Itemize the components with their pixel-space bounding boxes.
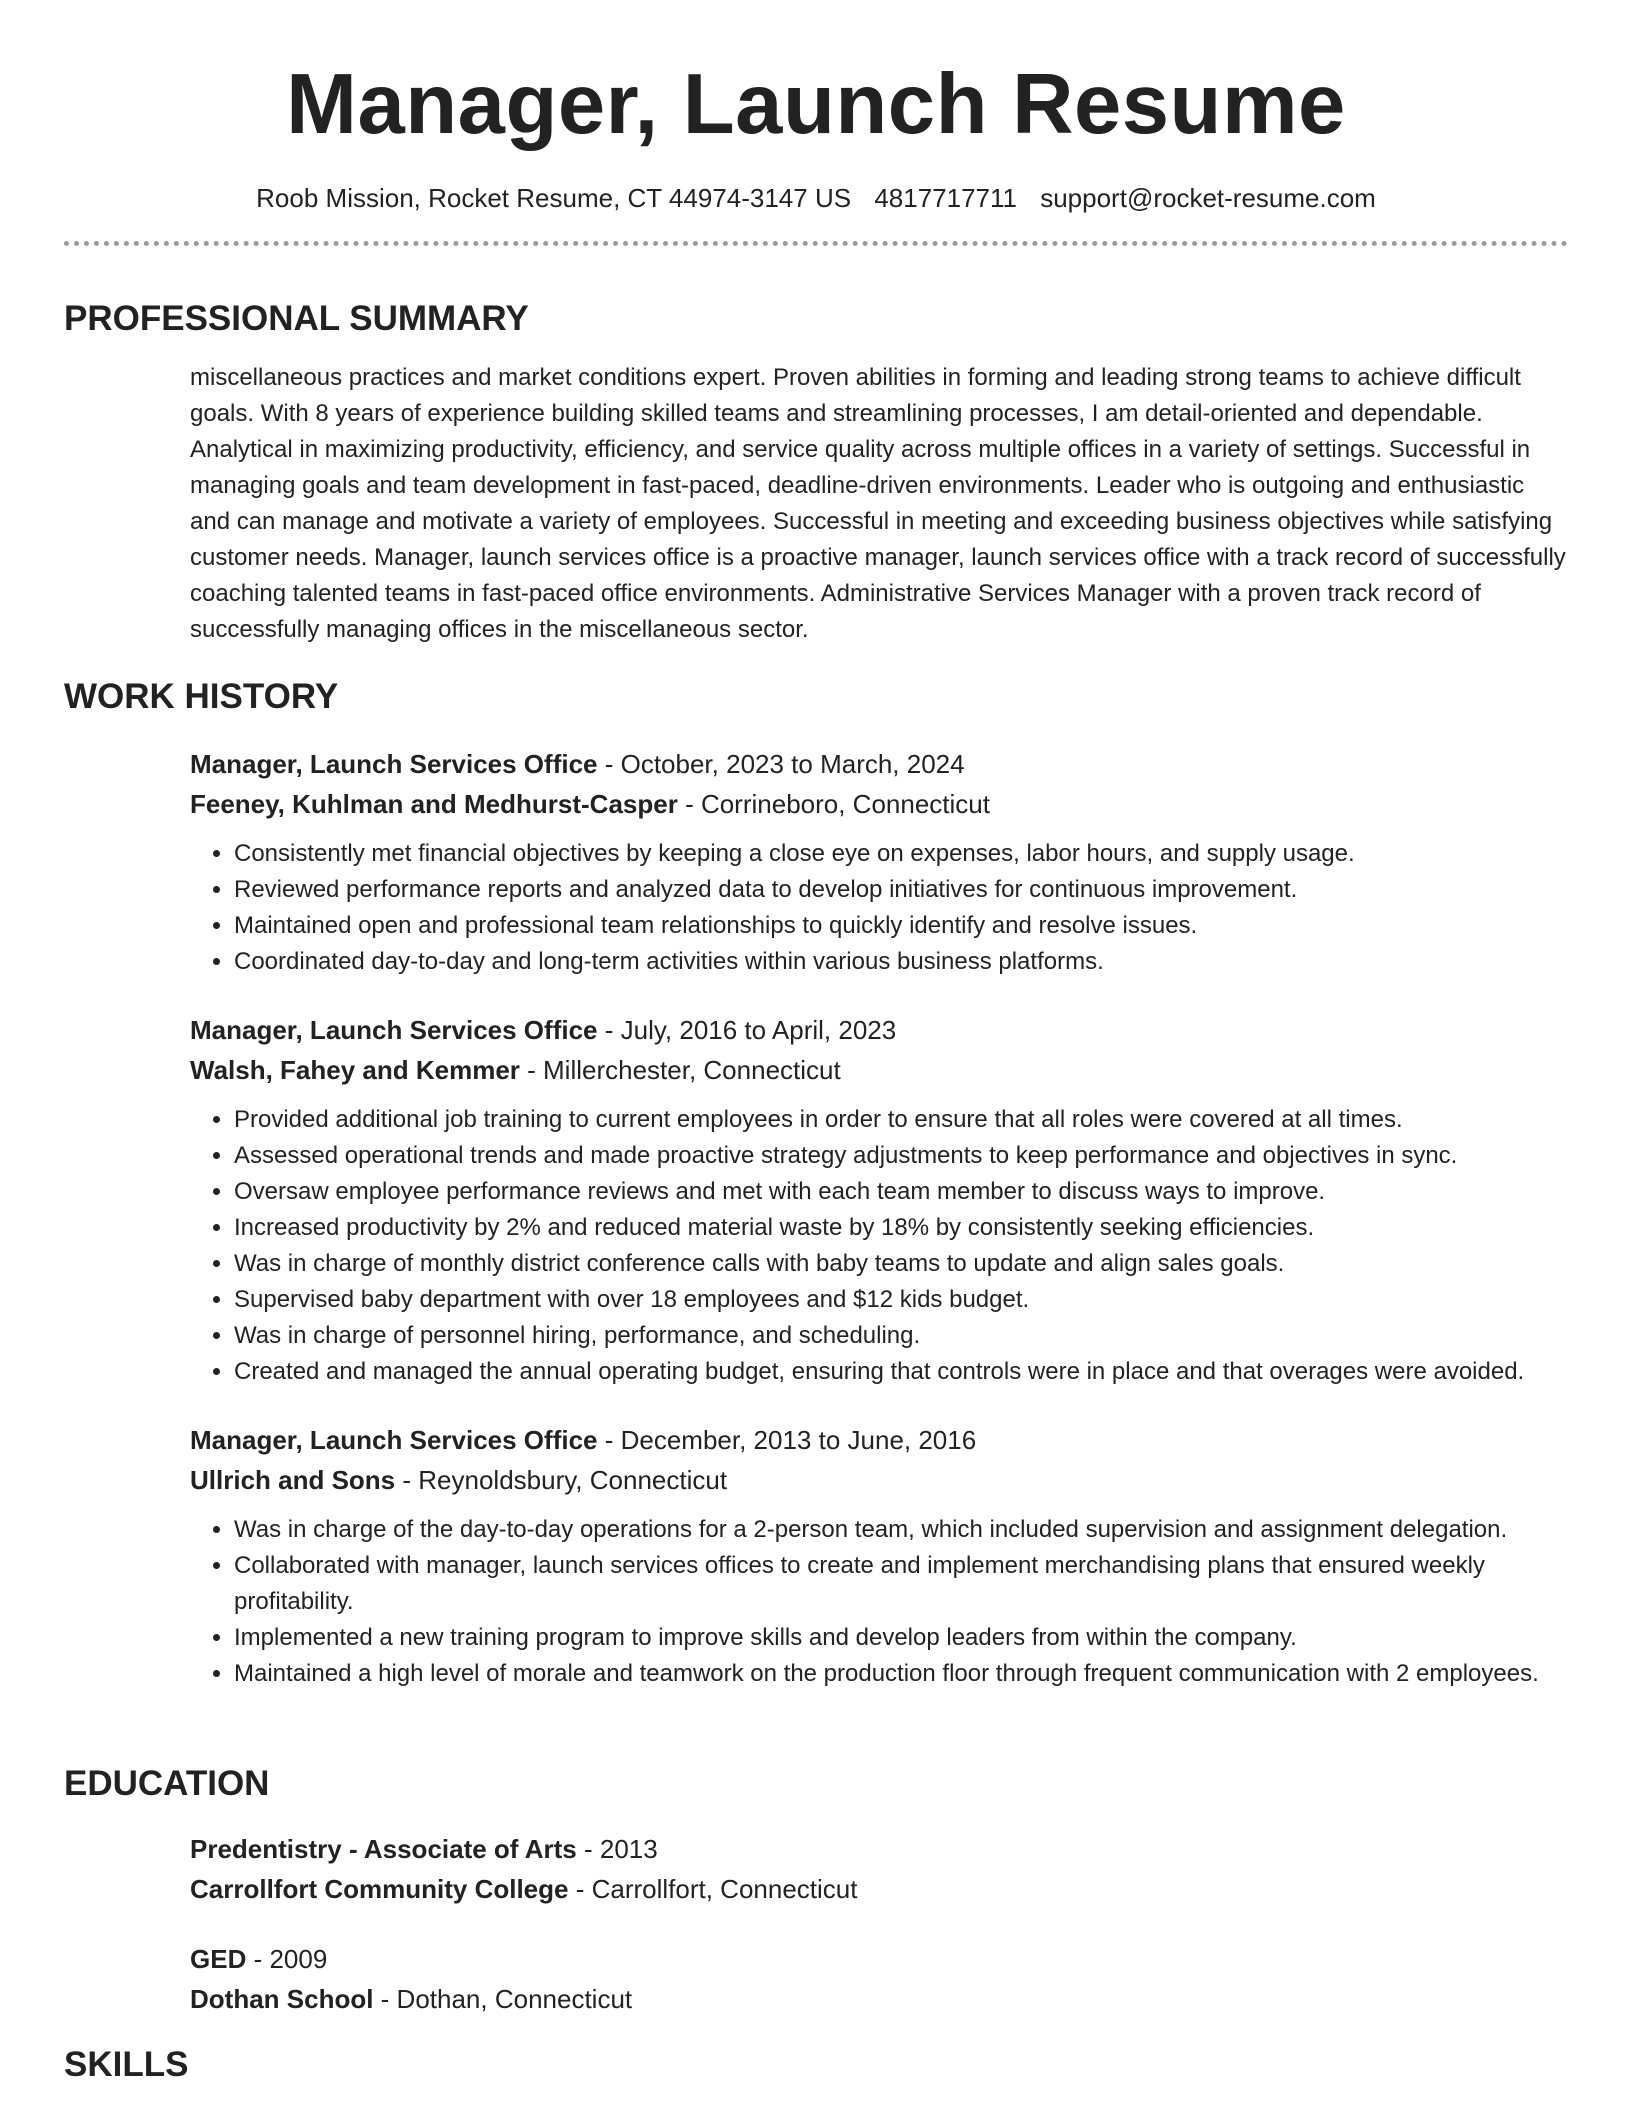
job-bullet: • Created and managed the annual operating budget, ensuring that controls were in place and that overages were avoided. <box>234 1354 1568 1390</box>
job-title-line <box>190 1010 1568 1050</box>
job-bullet: • Implemented a new training program to improve skills and develop leaders from within the company. <box>234 1620 1568 1656</box>
education-school-line <box>190 1869 1568 1909</box>
contact-line <box>64 181 1568 215</box>
job-bullet: • Oversaw employee performance reviews and met with each team member to discuss ways to improve. <box>234 1174 1568 1210</box>
job-bullet: • Was in charge of personnel hiring, performance, and scheduling. <box>234 1318 1568 1354</box>
job-dates: - December, 2013 to June, 2016 <box>597 1425 977 1455</box>
education-year: - 2009 <box>246 1944 328 1974</box>
education-entry <box>190 1829 1568 1909</box>
work-history-heading: WORK HISTORY <box>64 677 339 716</box>
job-company-line <box>190 1050 1568 1090</box>
job-title: Manager, Launch Services Office <box>190 1015 598 1045</box>
job-location: - Reynoldsbury, Connecticut <box>395 1465 728 1495</box>
job-dates: - October, 2023 to March, 2024 <box>597 749 965 779</box>
job-location: - Millerchester, Connecticut <box>519 1055 841 1085</box>
job-company: Walsh, Fahey and Kemmer <box>190 1055 520 1085</box>
job-bullet: • Coordinated day-to-day and long-term activities within various business platforms. <box>234 944 1568 980</box>
job-title: Manager, Launch Services Office <box>190 749 598 779</box>
job-bullet: • Reviewed performance reports and analyzed data to develop initiatives for continuous improvement. <box>234 872 1568 908</box>
education-school: Carrollfort Community College <box>190 1874 569 1904</box>
education-entry <box>190 1939 1568 2019</box>
job-title-line <box>190 744 1568 784</box>
education-school: Dothan School <box>190 1984 374 2014</box>
job-entry <box>190 1010 1568 1390</box>
education-location: - Dothan, Connecticut <box>373 1984 633 2014</box>
job-company: Ullrich and Sons <box>190 1465 396 1495</box>
education-degree: Predentistry - Associate of Arts <box>190 1834 577 1864</box>
skills-section <box>64 2044 1568 2086</box>
contact-address: Roob Mission, Rocket Resume, CT 44974-3147 US <box>256 183 852 213</box>
education-degree-line <box>190 1829 1568 1869</box>
job-bullet: • Increased productivity by 2% and reduced material waste by 18% by consistently seeking efficiencies. <box>234 1210 1568 1246</box>
education-degree-line <box>190 1939 1568 1979</box>
job-bullet: • Was in charge of monthly district conference calls with baby teams to update and align sales goals. <box>234 1246 1568 1282</box>
job-title: Manager, Launch Services Office <box>190 1425 598 1455</box>
education-location: - Carrollfort, Connecticut <box>568 1874 858 1904</box>
job-bullets <box>190 1512 1568 1692</box>
education-section <box>64 1763 1568 2019</box>
contact-email: support@rocket-resume.com <box>1040 183 1376 213</box>
work-history-section <box>64 676 1568 1692</box>
resume-page <box>64 0 1568 2084</box>
job-bullet: • Maintained a high level of morale and teamwork on the production floor through frequent communication with 2 employees. <box>234 1656 1568 1692</box>
job-entry <box>190 744 1568 980</box>
job-company: Feeney, Kuhlman and Medhurst-Casper <box>190 789 678 819</box>
contact-phone: 4817717711 <box>874 183 1017 213</box>
job-company-line <box>190 784 1568 824</box>
job-bullet: • Supervised baby department with over 18 employees and $12 kids budget. <box>234 1282 1568 1318</box>
summary-section <box>64 298 1568 648</box>
summary-heading: PROFESSIONAL SUMMARY <box>64 299 529 338</box>
header-divider <box>64 241 1568 246</box>
job-entry <box>190 1420 1568 1692</box>
job-title-line <box>190 1420 1568 1460</box>
job-bullet: • Assessed operational trends and made proactive strategy adjustments to keep performance and objectives in sync. <box>234 1138 1568 1174</box>
education-heading: EDUCATION <box>64 1764 270 1803</box>
education-school-line <box>190 1979 1568 2019</box>
job-bullet: • Was in charge of the day-to-day operations for a 2-person team, which included supervision and assignment delegation. <box>234 1512 1568 1548</box>
job-bullet: • Collaborated with manager, launch services offices to create and implement merchandising plans that ensured weekly profitability. <box>234 1548 1568 1620</box>
skills-heading: SKILLS <box>64 2045 189 2084</box>
job-dates: - July, 2016 to April, 2023 <box>597 1015 897 1045</box>
education-degree: GED <box>190 1944 247 1974</box>
job-bullet: • Maintained open and professional team relationships to quickly identify and resolve issues. <box>234 908 1568 944</box>
summary-text: miscellaneous practices and market conditions expert. Proven abilities in forming and leading strong teams to achieve difficult goals. With 8 years of experience building skilled teams and streamlining processes, I am detail-oriented and dependable. Analytical in maximizing productivity, efficiency, and service quality across multiple offices in a variety of settings. Successful in managing goals and team development in fast-paced, deadline-driven environments. Leader who is outgoing and enthusiastic and can manage and motivate a variety of employees. Successful in meeting and exceeding business objectives while satisfying customer needs. Manager, launch services office is a proactive manager, launch services office with a track record of successfully coaching talented teams in fast-paced office environments. Administrative Services Manager with a proven track record of successfully managing offices in the miscellaneous sector. <box>190 364 1566 643</box>
job-location: - Corrineboro, Connecticut <box>677 789 990 819</box>
job-bullets <box>190 836 1568 980</box>
resume-title: Manager, Launch Resume <box>286 57 1346 152</box>
job-bullet: • Consistently met financial objectives by keeping a close eye on expenses, labor hours, and supply usage. <box>234 836 1568 872</box>
job-company-line <box>190 1460 1568 1500</box>
job-bullet: • Provided additional job training to current employees in order to ensure that all roles were covered at all times. <box>234 1102 1568 1138</box>
education-year: - 2013 <box>576 1834 658 1864</box>
job-bullets <box>190 1102 1568 1390</box>
